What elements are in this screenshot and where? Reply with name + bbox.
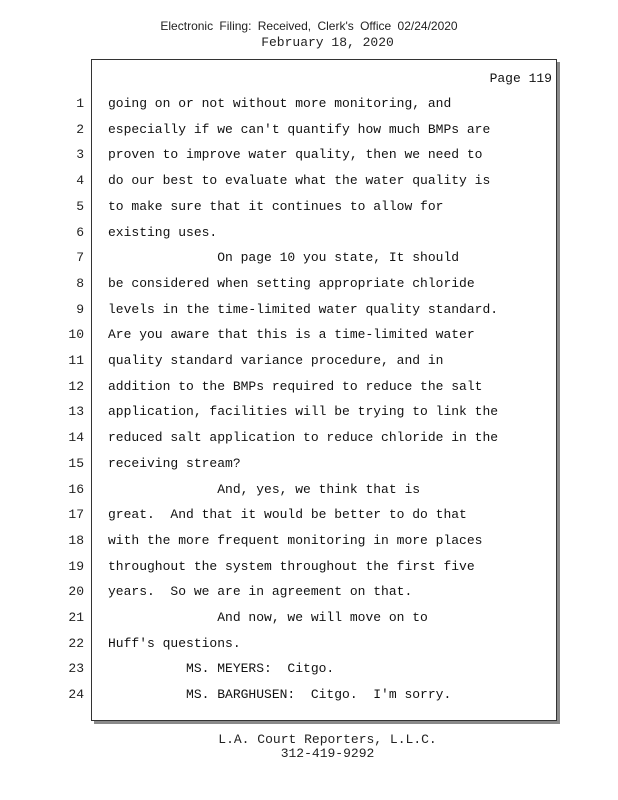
line-number: 24: [68, 687, 84, 702]
footer: [0, 733, 618, 761]
line-number: 22: [68, 636, 84, 651]
transcript-line: great. And that it would be better to do that: [108, 507, 467, 522]
line-number: 20: [68, 584, 84, 599]
line-number: 14: [68, 430, 84, 445]
line-number: 11: [68, 353, 84, 368]
transcript-line: years. So we are in agreement on that.: [108, 584, 413, 599]
line-number: 4: [76, 173, 84, 188]
transcript-line: application, facilities will be trying to link the: [108, 404, 499, 419]
transcript-line: do our best to evaluate what the water quality is: [108, 173, 491, 188]
transcript-line: reduced salt application to reduce chloride in the: [108, 430, 499, 445]
transcript-line: going on or not without more monitoring, and: [108, 96, 452, 111]
transcript-line: be considered when setting appropriate chloride: [108, 276, 475, 291]
line-number: 16: [68, 482, 84, 497]
line-number: 23: [68, 661, 84, 676]
transcript-line: MS. BARGHUSEN: Citgo. I'm sorry.: [108, 687, 452, 702]
line-number: 8: [76, 276, 84, 291]
line-number: 10: [68, 327, 84, 342]
transcript-line: with the more frequent monitoring in more places: [108, 533, 483, 548]
line-number: 3: [76, 147, 84, 162]
line-number: 15: [68, 456, 84, 471]
transcript-line: to make sure that it continues to allow for: [108, 199, 444, 214]
line-number: 7: [76, 250, 84, 265]
line-number: 17: [68, 507, 84, 522]
transcript-line: MS. MEYERS: Citgo.: [108, 661, 335, 676]
transcript-line: existing uses.: [108, 225, 218, 240]
line-number: 9: [76, 302, 84, 317]
line-number: 6: [76, 225, 84, 240]
line-number: 19: [68, 559, 84, 574]
filing-stamp: Electronic Filing: Received, Clerk's Office 02/24/2020: [160, 19, 458, 33]
line-number: 21: [68, 610, 84, 625]
line-number: 5: [76, 199, 84, 214]
transcript-line: throughout the system throughout the first five: [108, 559, 475, 574]
transcript-line: addition to the BMPs required to reduce the salt: [108, 379, 483, 394]
reporter-phone: 312-419-9292: [280, 746, 375, 761]
line-number: 1: [76, 96, 84, 111]
transcript-line: On page 10 you state, It should: [108, 250, 460, 265]
line-number: 2: [76, 122, 84, 137]
transcript-line: proven to improve water quality, then we need to: [108, 147, 483, 162]
transcript-line: Huff's questions.: [108, 636, 241, 651]
reporter-company: L.A. Court Reporters, L.L.C.: [218, 732, 437, 747]
transcript-line: quality standard variance procedure, and in: [108, 353, 444, 368]
transcript-line: And now, we will move on to: [108, 610, 428, 625]
transcript-line: And, yes, we think that is: [108, 482, 421, 497]
line-number: 18: [68, 533, 84, 548]
line-number: 12: [68, 379, 84, 394]
transcript-line: especially if we can't quantify how much BMPs are: [108, 122, 491, 137]
transcript-line: levels in the time-limited water quality standard.: [108, 302, 499, 317]
transcript-line: receiving stream?: [108, 456, 241, 471]
page-number: Page 119: [489, 71, 552, 86]
transcript-line: Are you aware that this is a time-limited water: [108, 327, 475, 342]
line-number: 13: [68, 404, 84, 419]
transcript-date: February 18, 2020: [261, 35, 394, 50]
